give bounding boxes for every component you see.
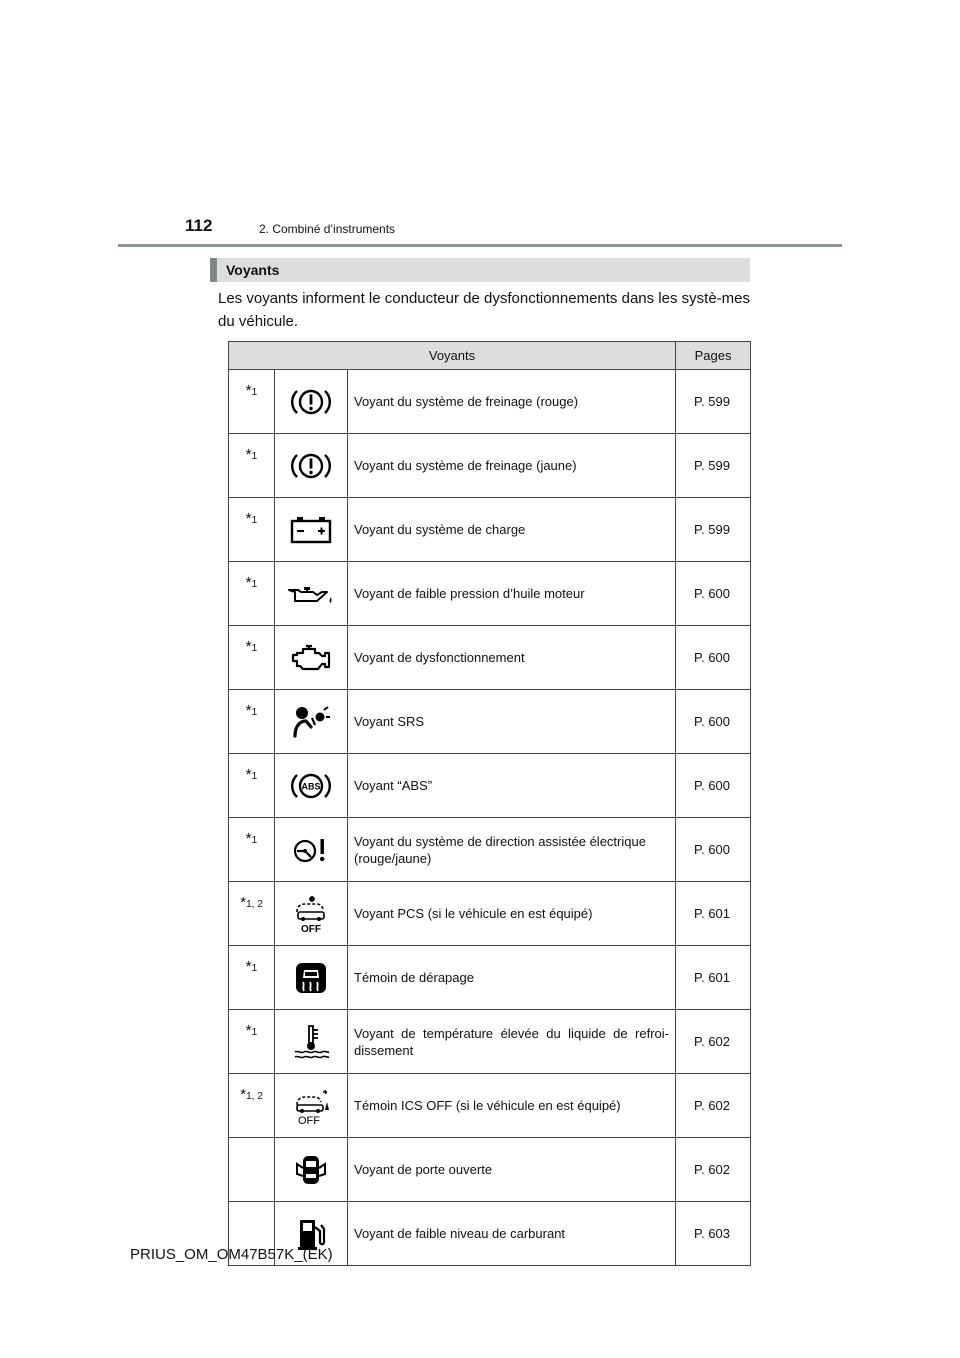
header-voyants: Voyants xyxy=(229,342,676,370)
note-mark: *1 xyxy=(229,818,275,882)
section-heading xyxy=(210,258,750,282)
row-page: P. 600 xyxy=(676,626,751,690)
note-mark: *1, 2 xyxy=(229,1074,275,1138)
note-mark: *1 xyxy=(229,562,275,626)
section-title: Voyants xyxy=(226,262,280,278)
table-row xyxy=(229,434,751,498)
note-mark: *1 xyxy=(229,946,275,1010)
ics-off-icon-text: OFF xyxy=(298,1114,320,1126)
row-label: Voyant de faible niveau de carburant xyxy=(348,1202,676,1266)
table-row xyxy=(229,690,751,754)
chapter-title: 2. Combiné d’instruments xyxy=(259,222,396,236)
page-number: 112 xyxy=(185,216,213,235)
note-mark: *1 xyxy=(229,434,275,498)
row-label: Voyant SRS xyxy=(348,690,676,754)
row-page: P. 602 xyxy=(676,1010,751,1074)
table-row xyxy=(229,754,751,818)
row-page: P. 600 xyxy=(676,818,751,882)
row-page: P. 600 xyxy=(676,562,751,626)
note-mark: *1 xyxy=(229,754,275,818)
row-label: Voyant PCS (si le véhicule en est équipé) xyxy=(348,882,676,946)
table-row xyxy=(229,1138,751,1202)
row-label: Voyant du système de direction assistée électrique (rouge/jaune) xyxy=(348,818,676,882)
note-mark xyxy=(229,1138,275,1202)
row-label: Voyant du système de freinage (rouge) xyxy=(348,370,676,434)
engine-icon xyxy=(275,626,348,690)
pcs-off-icon xyxy=(275,882,348,946)
door-open-icon xyxy=(275,1138,348,1202)
table-row xyxy=(229,370,751,434)
row-label: Voyant de faible pression d’huile moteur xyxy=(348,562,676,626)
abs-icon xyxy=(275,754,348,818)
table-row xyxy=(229,562,751,626)
document-code: PRIUS_OM_OM47B57K_(EK) xyxy=(130,1246,333,1263)
table-row xyxy=(229,1010,751,1074)
row-label: Voyant du système de freinage (jaune) xyxy=(348,434,676,498)
note-mark: *1 xyxy=(229,626,275,690)
table-row xyxy=(229,1074,751,1138)
row-page: P. 600 xyxy=(676,754,751,818)
steering-warning-icon xyxy=(275,818,348,882)
table-row xyxy=(229,882,751,946)
note-mark: *1 xyxy=(229,1010,275,1074)
row-label: Voyant de dysfonctionnement xyxy=(348,626,676,690)
brake-yellow-icon xyxy=(275,434,348,498)
header-rule xyxy=(118,244,842,247)
ics-off-icon xyxy=(275,1074,348,1138)
brake-red-icon xyxy=(275,370,348,434)
row-label: Voyant de porte ouverte xyxy=(348,1138,676,1202)
airbag-icon xyxy=(275,690,348,754)
row-page: P. 602 xyxy=(676,1074,751,1138)
row-page: P. 601 xyxy=(676,882,751,946)
oil-can-icon xyxy=(275,562,348,626)
table-row xyxy=(229,498,751,562)
row-label: Voyant du système de charge xyxy=(348,498,676,562)
battery-icon xyxy=(275,498,348,562)
note-mark: *1 xyxy=(229,690,275,754)
note-mark: *1 xyxy=(229,370,275,434)
row-page: P. 600 xyxy=(676,690,751,754)
row-label: Témoin de dérapage xyxy=(348,946,676,1010)
row-page: P. 602 xyxy=(676,1138,751,1202)
header-pages: Pages xyxy=(676,342,751,370)
table-row xyxy=(229,626,751,690)
warning-lights-table xyxy=(228,341,751,1266)
row-label: Voyant “ABS” xyxy=(348,754,676,818)
abs-icon-text: ABS xyxy=(301,781,321,791)
row-label: Voyant de température élevée du liquide de refroi-dissement xyxy=(348,1010,676,1074)
table-row xyxy=(229,946,751,1010)
table-row xyxy=(229,818,751,882)
table-header-row xyxy=(229,342,751,370)
note-mark: *1 xyxy=(229,498,275,562)
row-label: Témoin ICS OFF (si le véhicule en est équipé) xyxy=(348,1074,676,1138)
row-page: P. 599 xyxy=(676,498,751,562)
skid-icon xyxy=(275,946,348,1010)
coolant-temp-icon xyxy=(275,1010,348,1074)
row-page: P. 603 xyxy=(676,1202,751,1266)
row-page: P. 599 xyxy=(676,434,751,498)
intro-paragraph: Les voyants informent le conducteur de dysfonctionnements dans les systè-mes du véhicule. xyxy=(218,290,750,330)
row-page: P. 599 xyxy=(676,370,751,434)
note-mark: *1, 2 xyxy=(229,882,275,946)
pcs-off-icon-text: OFF xyxy=(301,923,321,934)
row-page: P. 601 xyxy=(676,946,751,1010)
